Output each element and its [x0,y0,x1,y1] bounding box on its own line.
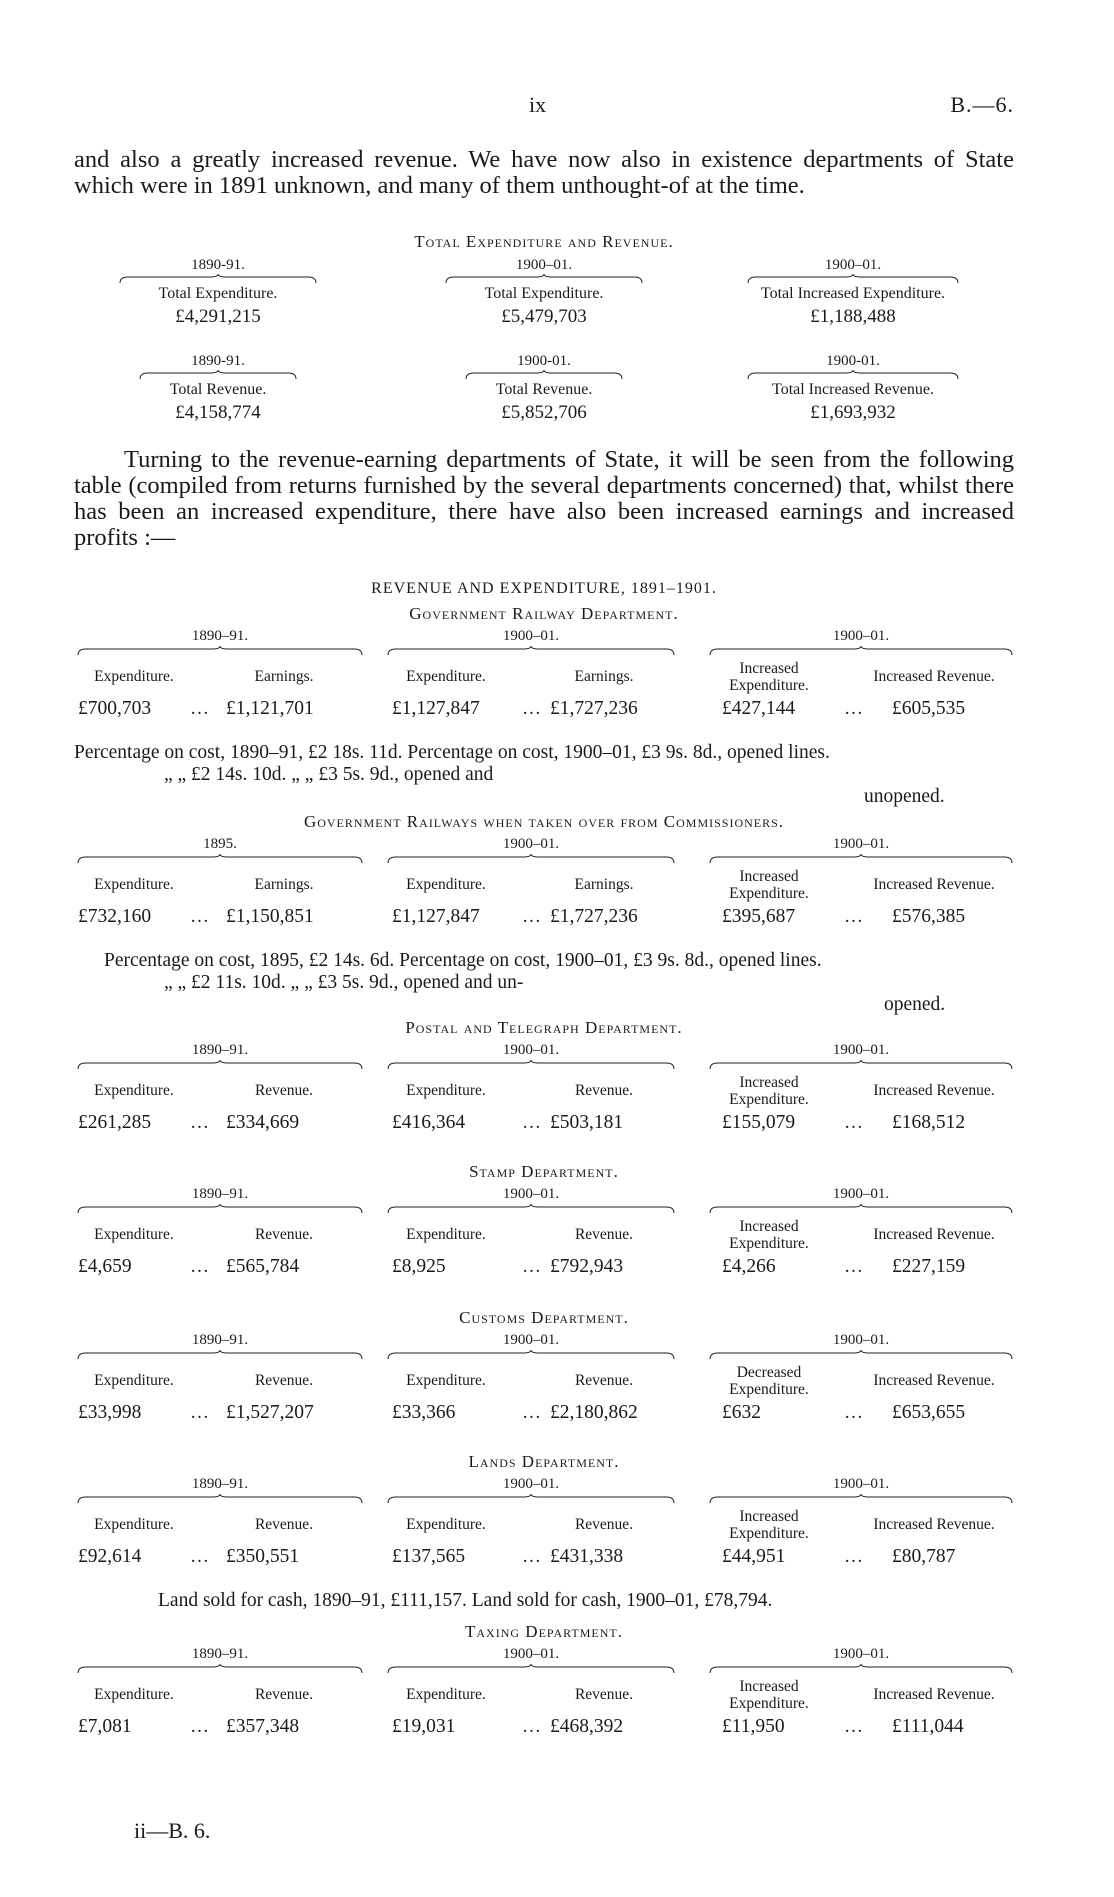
brace-icon [718,370,988,380]
footer-signature: ii—B. 6. [134,1818,211,1843]
running-header [74,92,1014,122]
department-title: Lands Department. [468,1452,620,1471]
column-heading: Expenditure. [406,1226,486,1243]
column-heading: Increased Revenue. [873,1372,995,1389]
amount-value: £503,181 [550,1112,624,1133]
department-title: Taxing Department. [465,1622,623,1641]
brace-icon [708,1494,1014,1504]
brace-icon [76,1664,364,1674]
year-label: 1890-91. [191,257,245,273]
amount-value: £700,703 [78,698,152,719]
department-title: Customs Department. [459,1308,629,1327]
amount-value: £4,266 [722,1256,776,1277]
section-title: REVENUE AND EXPENDITURE, 1891–1901. [371,580,717,597]
year-label: 1900–01. [832,1476,890,1492]
total-expenditure-1890 [118,256,318,330]
amount-value: £80,787 [892,1546,956,1567]
amount-value: £792,943 [550,1256,624,1277]
brace-icon [708,1664,1014,1674]
total-increased-revenue-amount: £1,693,932 [810,402,896,423]
column-heading: Expenditure. [406,1686,486,1703]
column-heading: Increased Expenditure. [729,868,809,902]
year-label: 1900–01. [502,1646,560,1662]
department-section [74,812,1014,1015]
document-reference: B.—6. [950,92,1014,117]
brace-icon [444,274,644,284]
amount-value: £732,160 [78,906,152,927]
column-heading: Increased Revenue. [873,1516,995,1533]
amount-value: £416,364 [392,1112,466,1133]
year-label: 1900–01. [502,1042,560,1058]
amount-value: £431,338 [550,1546,624,1567]
column-heading: Earnings. [254,668,314,685]
year-label: 1895. [203,836,237,852]
column-heading: Expenditure. [94,1516,174,1533]
department-title: Government Railway Department. [409,604,679,623]
column-heading: Revenue. [574,1082,634,1099]
leader-dots: … [190,1112,209,1133]
leader-dots: … [522,1402,541,1423]
amount-value: £33,998 [78,1402,142,1423]
year-label: 1900–01. [502,836,560,852]
amount-value: £1,527,207 [226,1402,314,1423]
department-note: opened. [884,994,946,1015]
brace-icon [386,646,676,656]
year-label: 1900–01. [502,628,560,644]
department-note: Percentage on cost, 1890–91, £2 18s. 11d. Percentage on cost, 1900–01, £3 9s. 8d., opened lines. [74,742,830,763]
amount-value: £227,159 [892,1256,966,1277]
brace-icon [386,854,676,864]
column-heading: Earnings. [254,876,314,893]
brace-icon [386,1204,676,1214]
brace-icon [444,370,644,380]
total-increased-expenditure [718,256,988,330]
leader-dots: … [190,1546,209,1567]
total-expenditure-label: Total Expenditure. [158,285,278,302]
column-heading: Expenditure. [94,1082,174,1099]
amount-value: £4,659 [78,1256,132,1277]
brace-icon [76,854,364,864]
year-label: 1900–01. [515,257,573,273]
leader-dots: … [844,1546,863,1567]
column-heading: Earnings. [574,668,634,685]
total-revenue-1890 [118,352,318,426]
department-title: Government Railways when taken over from Commissioners. [303,812,785,831]
brace-icon [118,274,318,284]
year-label: 1900–01. [832,1646,890,1662]
amount-value: £111,044 [892,1716,964,1737]
column-heading: Expenditure. [406,1372,486,1389]
amount-value: £92,614 [78,1546,142,1567]
leader-dots: … [844,1402,863,1423]
column-heading: Revenue. [574,1686,634,1703]
amount-value: £19,031 [392,1716,456,1737]
column-heading: Decreased Expenditure. [729,1364,809,1398]
amount-value: £653,655 [892,1402,966,1423]
year-label: 1890–91. [191,628,249,644]
brace-icon [386,1350,676,1360]
year-label: 1890–91. [191,1476,249,1492]
year-label: 1900–01. [824,257,882,273]
leader-dots: … [844,1256,863,1277]
department-section [74,1162,1014,1277]
brace-icon [708,854,1014,864]
total-increased-expenditure-label: Total Increased Expenditure. [760,285,946,302]
leader-dots: … [190,1256,209,1277]
amount-value: £357,348 [226,1716,300,1737]
column-heading: Expenditure. [406,876,486,893]
leader-dots: … [844,698,863,719]
total-revenue-1900 [444,352,644,426]
leader-dots: … [844,1112,863,1133]
amount-value: £565,784 [226,1256,300,1277]
column-heading: Expenditure. [94,1226,174,1243]
year-label: 1890-91. [191,353,245,369]
column-heading: Increased Revenue. [873,1226,995,1243]
year-label: 1890–91. [191,1332,249,1348]
year-label: 1900–01. [832,1332,890,1348]
department-section [74,1308,1014,1423]
total-increased-expenditure-amount: £1,188,488 [810,306,896,327]
amount-value: £168,512 [892,1112,966,1133]
total-revenue-label: Total Revenue. [169,381,267,398]
department-note: Land sold for cash, 1890–91, £111,157. Land sold for cash, 1900–01, £78,794. [158,1590,773,1611]
year-label: 1890–91. [191,1042,249,1058]
year-label: 1900–01. [832,628,890,644]
amount-value: £44,951 [722,1546,786,1567]
column-heading: Expenditure. [406,1082,486,1099]
column-heading: Increased Revenue. [873,668,995,685]
department-section [74,1452,1014,1611]
amount-value: £427,144 [722,698,796,719]
brace-icon [76,1204,364,1214]
column-heading: Revenue. [574,1516,634,1533]
department-note: „ „ £2 14s. 10d. „ „ £3 5s. 9d., opened and [164,764,494,785]
total-increased-revenue-label: Total Increased Revenue. [772,381,934,398]
total-revenue-amount: £5,852,706 [501,402,587,423]
leader-dots: … [522,1716,541,1737]
amount-value: £576,385 [892,906,966,927]
year-label: 1900–01. [502,1186,560,1202]
year-label: 1890–91. [191,1646,249,1662]
brace-icon [118,370,318,380]
brace-icon [708,1204,1014,1214]
column-heading: Revenue. [574,1226,634,1243]
amount-value: £468,392 [550,1716,624,1737]
total-increased-revenue [718,352,988,426]
column-heading: Increased Expenditure. [729,1678,809,1712]
brace-icon [708,1350,1014,1360]
column-heading: Expenditure. [406,668,486,685]
column-heading: Expenditure. [94,668,174,685]
brace-icon [76,1494,364,1504]
column-heading: Expenditure. [406,1516,486,1533]
leader-dots: … [190,906,209,927]
brace-icon [76,1060,364,1070]
amount-value: £155,079 [722,1112,796,1133]
second-paragraph: Turning to the revenue-earning departments of State, it will be seen from the following table (compiled from returns furnished by the several departments concerned) that, whilst there has been an increased expenditure, there have also been increased earnings and increased profits :— [74,446,1014,551]
amount-value: £2,180,862 [550,1402,638,1423]
column-heading: Expenditure. [94,1686,174,1703]
amount-value: £7,081 [78,1716,132,1737]
leader-dots: … [522,1546,541,1567]
total-expenditure-amount: £4,291,215 [175,306,261,327]
page-number: ix [529,92,547,117]
column-heading: Increased Revenue. [873,876,995,893]
leader-dots: … [522,1112,541,1133]
amount-value: £1,121,701 [226,698,314,719]
amount-value: £11,950 [722,1716,785,1737]
column-heading: Increased Revenue. [873,1082,995,1099]
amount-value: £1,127,847 [392,698,480,719]
brace-icon [708,646,1014,656]
total-revenue-amount: £4,158,774 [175,402,261,423]
column-heading: Revenue. [574,1372,634,1389]
year-label: 1900–01. [832,1186,890,1202]
amount-value: £261,285 [78,1112,152,1133]
totals-caption: Total Expenditure and Revenue. [414,232,674,251]
column-heading: Increased Revenue. [873,1686,995,1703]
department-note: Percentage on cost, 1895, £2 14s. 6d. Percentage on cost, 1900–01, £3 9s. 8d., opened lines. [104,950,822,971]
department-section [74,604,1014,807]
year-label: 1900-01. [517,353,571,369]
amount-value: £137,565 [392,1546,466,1567]
brace-icon [708,1060,1014,1070]
leader-dots: … [190,698,209,719]
brace-icon [718,274,988,284]
column-heading: Increased Expenditure. [729,660,809,694]
year-label: 1900–01. [502,1476,560,1492]
column-heading: Revenue. [254,1082,314,1099]
column-heading: Expenditure. [94,876,174,893]
amount-value: £33,366 [392,1402,456,1423]
year-label: 1900–01. [502,1332,560,1348]
column-heading: Revenue. [254,1686,314,1703]
amount-value: £1,150,851 [226,906,314,927]
department-note: unopened. [864,786,945,807]
amount-value: £334,669 [226,1112,300,1133]
column-heading: Increased Expenditure. [729,1074,809,1108]
department-title: Postal and Telegraph Department. [405,1018,683,1037]
brace-icon [386,1664,676,1674]
amount-value: £632 [722,1402,761,1423]
department-section [74,1018,1014,1133]
column-heading: Expenditure. [94,1372,174,1389]
amount-value: £1,127,847 [392,906,480,927]
leader-dots: … [190,1716,209,1737]
department-title: Stamp Department. [469,1162,619,1181]
brace-icon [386,1494,676,1504]
department-note: „ „ £2 11s. 10d. „ „ £3 5s. 9d., opened and un- [164,972,524,993]
leader-dots: … [522,1256,541,1277]
leader-dots: … [522,698,541,719]
intro-paragraph: and also a greatly increased revenue. We have now also in existence departments of State which were in 1891 unknown, and many of them unthought-of at the time. [74,146,1014,199]
brace-icon [76,646,364,656]
leader-dots: … [522,906,541,927]
year-label: 1900–01. [832,1042,890,1058]
amount-value: £1,727,236 [550,906,638,927]
amount-value: £1,727,236 [550,698,638,719]
year-label: 1900–01. [832,836,890,852]
year-label: 1890–91. [191,1186,249,1202]
leader-dots: … [190,1402,209,1423]
brace-icon [76,1350,364,1360]
amount-value: £395,687 [722,906,796,927]
amount-value: £350,551 [226,1546,300,1567]
brace-icon [386,1060,676,1070]
department-section [74,1622,1014,1737]
column-heading: Revenue. [254,1226,314,1243]
amount-value: £8,925 [392,1256,446,1277]
column-heading: Revenue. [254,1372,314,1389]
leader-dots: … [844,1716,863,1737]
total-expenditure-amount: £5,479,703 [501,306,587,327]
total-expenditure-1900 [444,256,644,330]
column-heading: Revenue. [254,1516,314,1533]
amount-value: £605,535 [892,698,966,719]
year-label: 1900-01. [826,353,880,369]
leader-dots: … [844,906,863,927]
column-heading: Earnings. [574,876,634,893]
total-revenue-label: Total Revenue. [495,381,593,398]
column-heading: Increased Expenditure. [729,1218,809,1252]
total-expenditure-label: Total Expenditure. [484,285,604,302]
column-heading: Increased Expenditure. [729,1508,809,1542]
